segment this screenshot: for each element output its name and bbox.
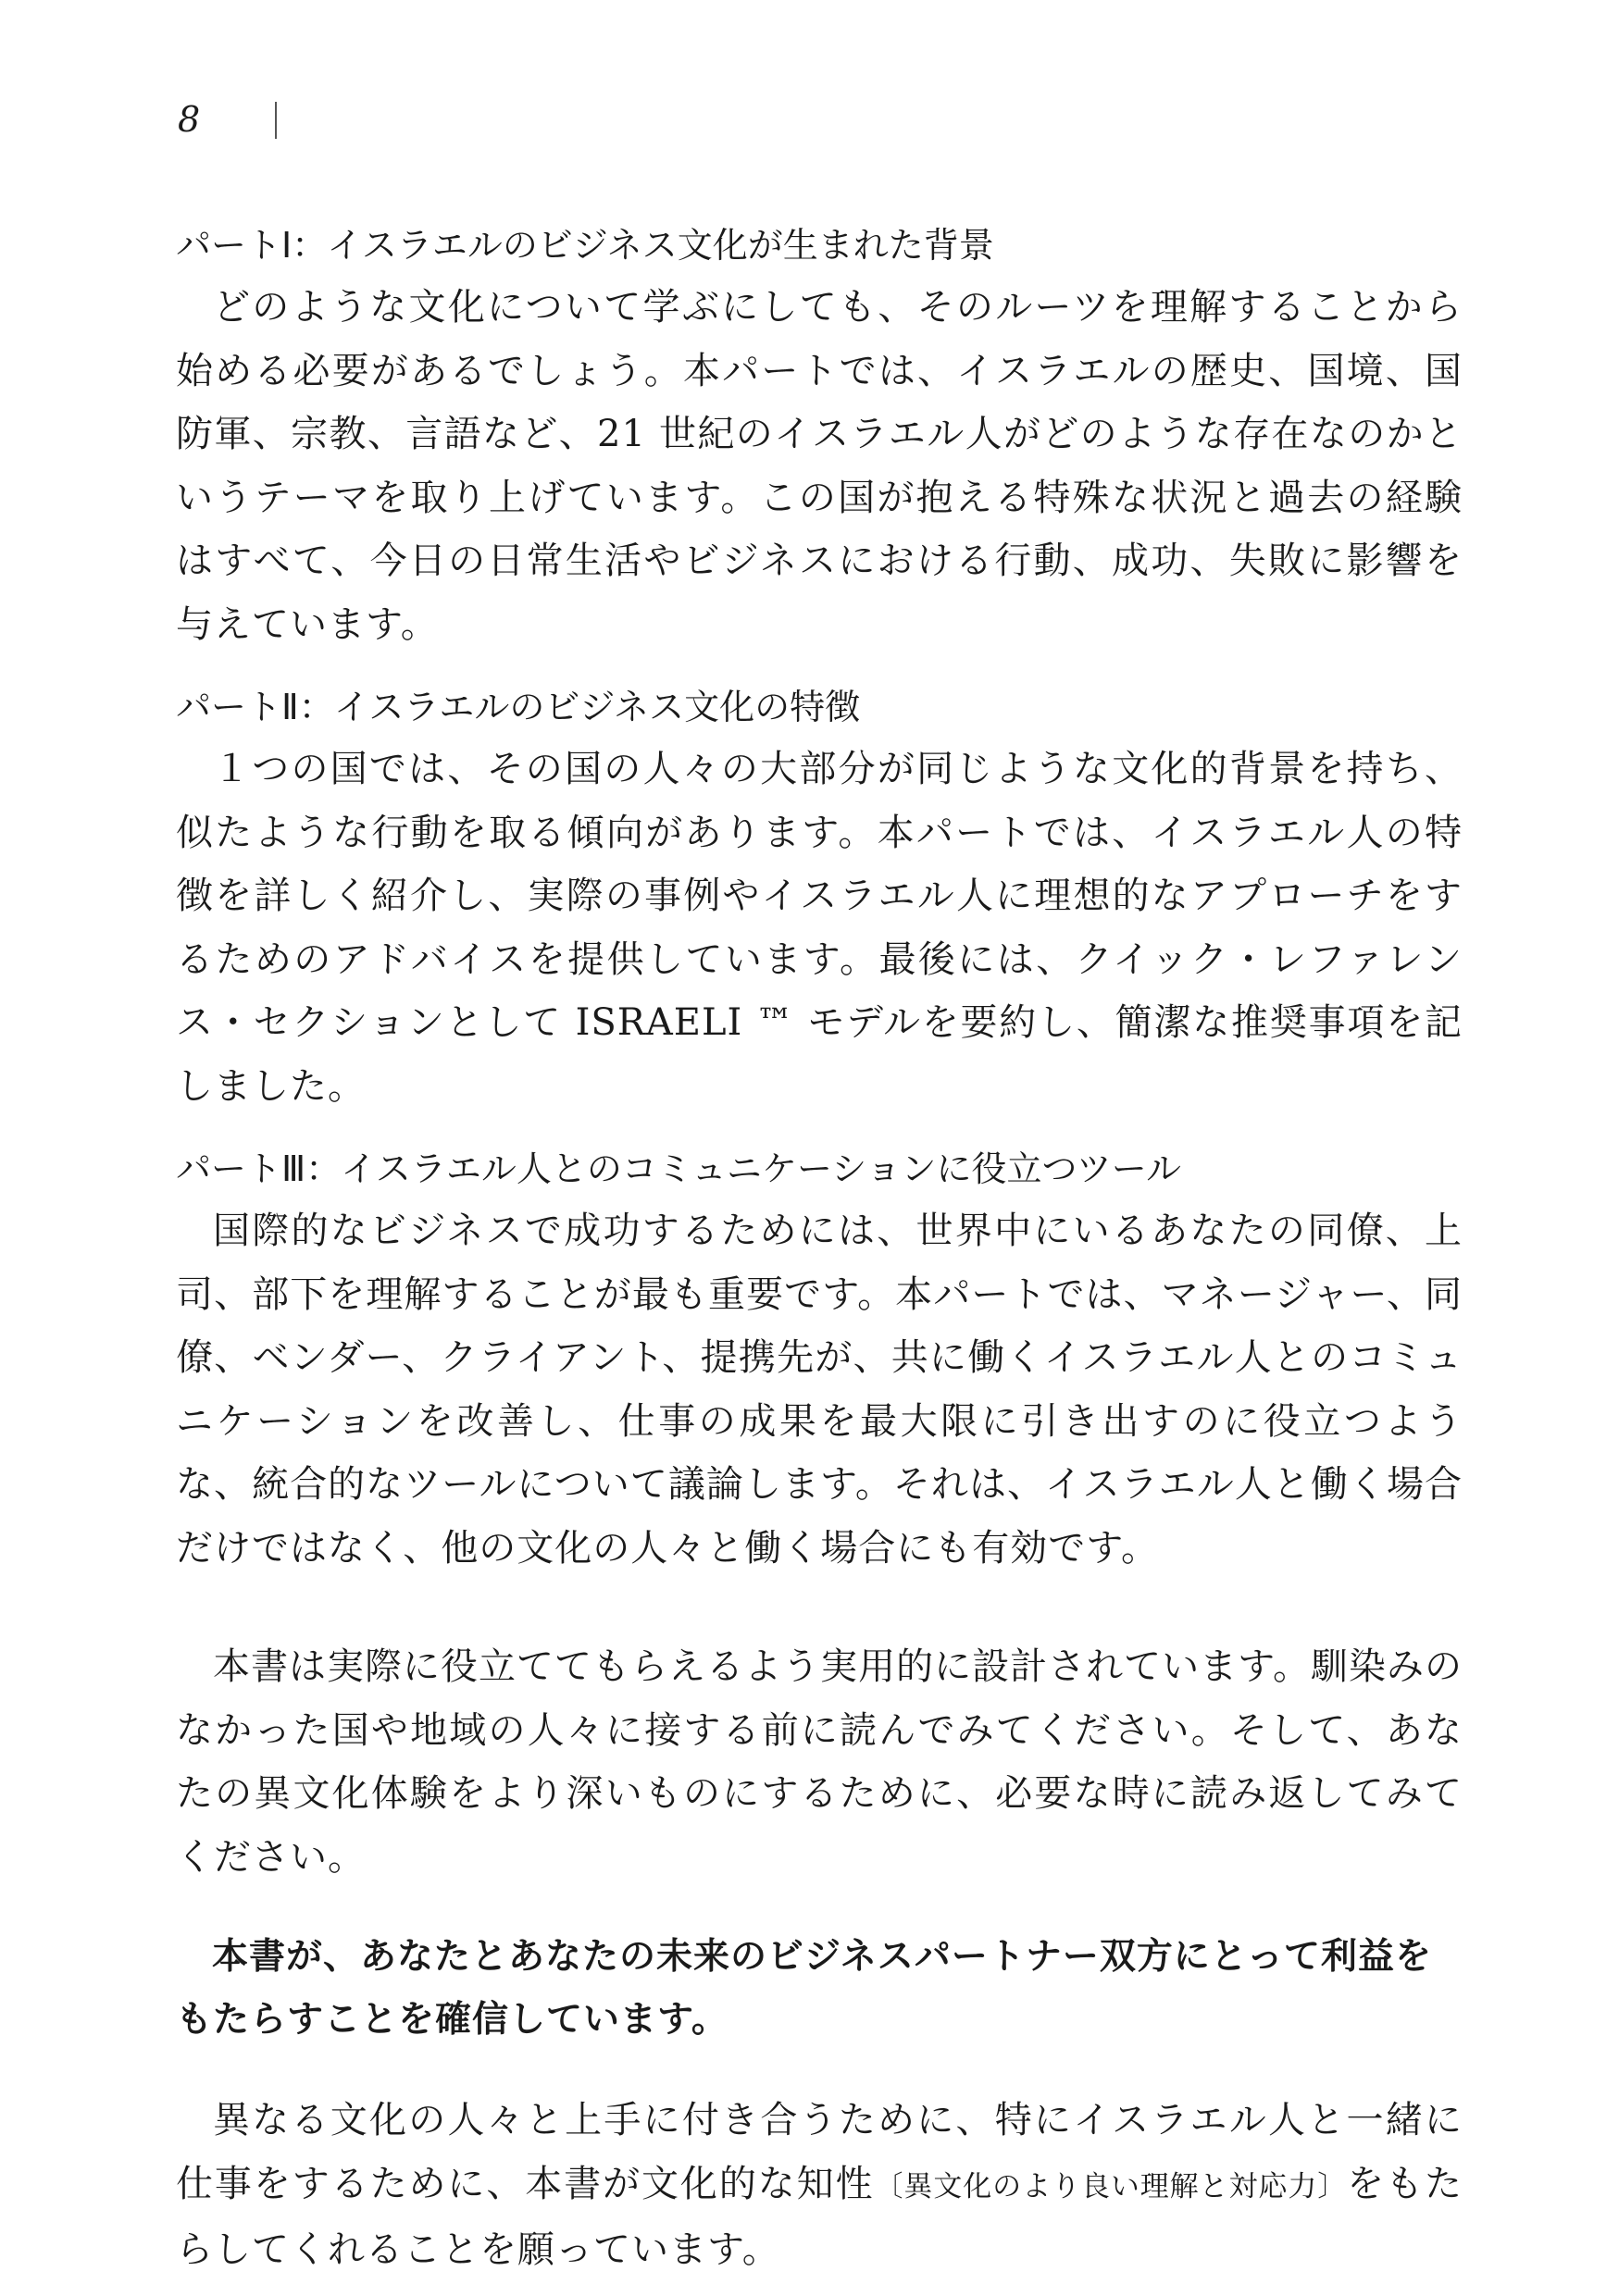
section-body-part-3: 国際的なビジネスで成功するためには、世界中にいるあなたの同僚、上司、部下を理解することが最も重要です。本パートでは、マネージャー、同僚、ベンダー、クライアント、提携先が、共に働くイスラエル人とのコミュニケーションを改善し、仕事の成果を最大限に引き出すのに役立つような、統合的なツールについて議論します。それは、イスラエル人と働く場合だけではなく、他の文化の人々と働く場合にも有効です。: [176, 1210, 1463, 1570]
closing-paragraph-1: 本書は実際に役立ててもらえるよう実用的に設計されています。馴染みのなかった国や地域の人々に接する前に読んでみてください。そして、あなたの異文化体験をより深いものにするために、必要な時に読み返してみてください。: [176, 1645, 1463, 1879]
closing-emphasis: 本書が、あなたとあなたの未来のビジネスパートナー双方にとって利益をもたらすことを確信しています。: [176, 1936, 1433, 2041]
section-title-part-1: パートⅠ：イスラエルのビジネス文化が生まれた背景: [176, 225, 994, 266]
closing-paragraph-2: [176, 2089, 1463, 2282]
section-title-part-2: パートⅡ：イスラエルのビジネス文化の特徴: [176, 687, 861, 727]
page-body: [176, 215, 1463, 2282]
closing-paragraph-2-ending: をもたらしてくれることを願っています。: [176, 2162, 1463, 2271]
section-title-part-3: パートⅢ：イスラエル人とのコミュニケーションに役立つツール: [176, 1148, 1182, 1189]
running-header: [178, 93, 548, 148]
section-body-part-1: どのような文化について学ぶにしても、そのルーツを理解することから始める必要があるでしょう。本パートでは、イスラエルの歴史、国境、国防軍、宗教、言語など、21 世紀のイスラエル人がどのような存在なのかというテーマを取り上げています。この国が抱える特殊な状況と過去の経験はすべて、今日の日常生活やビジネスにおける行動、成功、失敗に影響を与えています。: [176, 286, 1463, 646]
header-divider: [275, 102, 277, 139]
inline-annotation: 〔異文化のより良い理解と対応力〕: [874, 2169, 1348, 2203]
closing-paragraph-2-text: 異なる文化の人々と上手に付き合うために、特にイスラエル人と一緒に仕事をするために、本書が文化的な知性: [176, 2099, 1463, 2205]
page-number: 8: [178, 99, 201, 140]
section-body-part-2: １つの国では、その国の人々の大部分が同じような文化的背景を持ち、似たような行動を取る傾向があります。本パートでは、イスラエル人の特徴を詳しく紹介し、実際の事例やイスラエル人に理想的なアプローチをするためのアドバイスを提供しています。最後には、クイック・レファレンス・セクションとして ISRAELI ™ モデルを要約し、簡潔な推奨事項を記しました。: [176, 748, 1463, 1108]
